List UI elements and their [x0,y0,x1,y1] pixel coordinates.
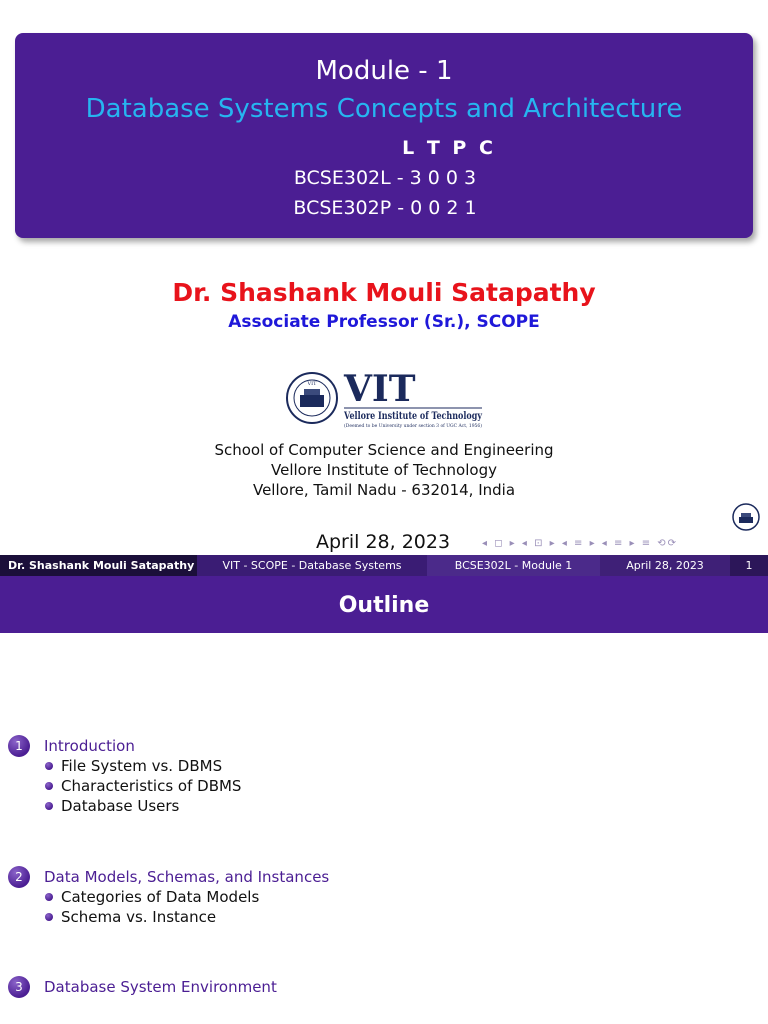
section-title[interactable]: Introduction [44,737,135,755]
subsection-label: File System vs. DBMS [61,757,223,775]
outline-section-1[interactable] [8,736,241,816]
subsection-label: Categories of Data Models [61,888,260,906]
vit-corner-logo-icon [731,502,761,532]
footer-date: April 28, 2023 [600,555,730,576]
bullet-icon [45,913,53,921]
footer-author: Dr. Shashank Mouli Satapathy [0,555,197,576]
author-affiliation: Associate Professor (Sr.), SCOPE [228,312,540,332]
title-box [15,33,753,238]
footer-bar [0,555,768,576]
section-heading[interactable] [8,736,241,756]
course-code-theory: BCSE302L - 3 0 0 3 [293,167,477,189]
bullet-icon [45,802,53,810]
institution-address: Vellore, Tamil Nadu - 632014, India [252,481,516,499]
section-number-badge: 1 [8,735,30,757]
subsection-label: Schema vs. Instance [61,908,217,926]
ltpc-header: L T P C [402,137,496,159]
institution-name: Vellore Institute of Technology [271,461,497,479]
subsection-list [8,887,329,927]
section-heading[interactable] [8,977,277,997]
module-subtitle: Database Systems Concepts and Architecture [85,94,683,124]
module-title: Module - 1 [315,56,453,86]
footer-module: BCSE302L - Module 1 [427,555,600,576]
course-code-practical: BCSE302P - 0 0 2 1 [293,197,477,219]
list-item[interactable] [8,776,241,796]
footer-page-number: 1 [730,555,768,576]
outline-section-3[interactable] [8,977,277,997]
bullet-icon [45,762,53,770]
outline-title: Outline [0,576,768,633]
section-number-badge: 3 [8,976,30,998]
logo-small-caption: (Deemed to be University under section 3 of UGC Act, 1956) [344,424,483,429]
presentation-date: April 28, 2023 [316,531,451,553]
author-name: Dr. Shashank Mouli Satapathy [172,278,596,307]
bullet-icon [45,782,53,790]
subsection-label: Database Users [61,797,180,815]
institution-school: School of Computer Science and Engineering [214,441,554,459]
section-title[interactable]: Database System Environment [44,978,277,996]
list-item[interactable] [8,887,329,907]
outline-slide [0,576,768,1024]
outline-section-2[interactable] [8,867,329,927]
svg-text:VIT: VIT [307,381,317,387]
vit-logo [286,365,486,431]
institution-block [0,440,768,500]
section-number-badge: 2 [8,866,30,888]
section-heading[interactable] [8,867,329,887]
subsection-list [8,756,241,816]
list-item[interactable] [8,756,241,776]
list-item[interactable] [8,907,329,927]
section-title[interactable]: Data Models, Schemas, and Instances [44,868,330,886]
logo-caption: Vellore Institute of Technology [343,411,483,422]
subsection-label: Characteristics of DBMS [61,777,242,795]
beamer-navigation-icons[interactable]: ◂ ◻ ▸ ◂ ⊡ ▸ ◂ ≡ ▸ ◂ ≡ ▸ ≡ ⟲⟳ [482,538,679,549]
footer-course: VIT - SCOPE - Database Systems [197,555,427,576]
logo-vit-text: VIT [344,368,416,410]
list-item[interactable] [8,796,241,816]
bullet-icon [45,893,53,901]
